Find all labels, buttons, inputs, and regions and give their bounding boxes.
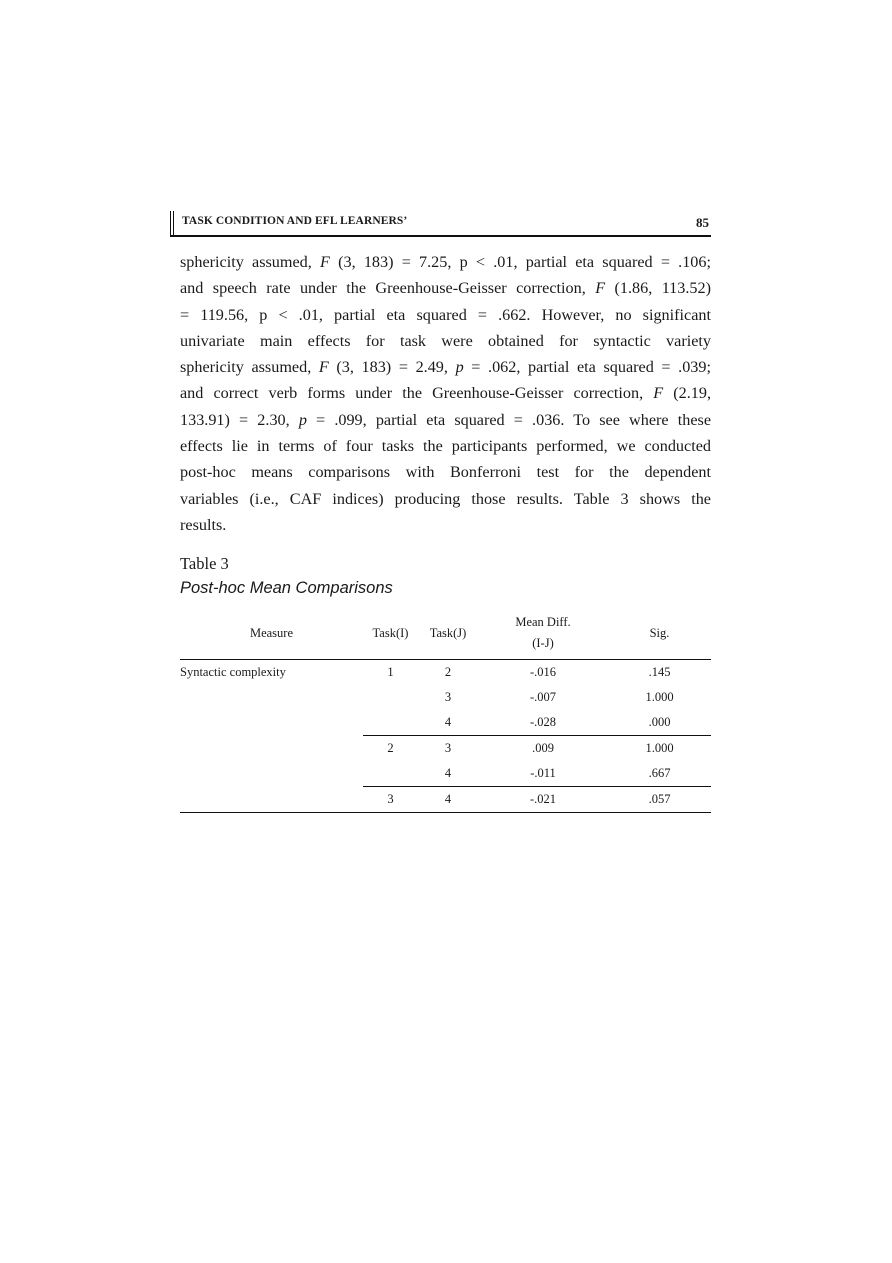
running-head-title: TASK CONDITION AND EFL LEARNERS’ [182,215,408,227]
cell-mean-diff: -.011 [530,766,556,780]
table-row [180,685,711,710]
header-task-i: Task(I) [372,625,409,640]
table-body [180,660,711,813]
cell-mean-diff: -.016 [529,665,557,679]
cell-task-j: 4 [444,766,452,780]
cell-mean-diff: -.007 [529,690,557,704]
running-head-rule [170,211,171,235]
cell-sig: .057 [608,787,711,813]
text-line: sphericity assumed, F (3, 183) = 2.49, p = .062, partial eta squared = .039; [180,358,711,377]
cell-task-i: 2 [363,736,418,762]
text-line: variables (i.e., CAF indices) producing those results. Table 3 shows the [180,489,711,508]
cell-task-j: 4 [444,715,452,729]
table-row [180,660,711,686]
text-line: results. [180,515,227,534]
cell-task-i: 1 [387,665,394,679]
cell-task-j: 4 [418,787,478,813]
header-mean-diff [478,607,608,660]
running-head [170,211,711,237]
text-line: univariate main effects for task were obtained for syntactic variety [180,331,711,350]
text-line: sphericity assumed, F (3, 183) = 7.25, p < .01, partial eta squared = .106; [180,253,711,271]
cell-measure: Syntactic complexity [180,665,286,679]
table-row [180,736,711,762]
paragraph [180,249,711,538]
header-mean-diff-line1: Mean Diff. [515,615,571,629]
table-header-row [180,607,711,660]
table-label: Table 3 [180,554,229,573]
cell-measure [180,685,363,710]
post-hoc-table [180,607,711,813]
table-row [180,710,711,736]
cell-task-i [363,685,418,710]
text-line: post-hoc means comparisons with Bonferroni test for the dependent [180,463,711,482]
running-head-rule [173,211,174,235]
cell-measure [180,736,363,762]
header-measure: Measure [249,625,294,640]
text-line: = 119.56, p < .01, partial eta squared = .662. However, no significant [180,305,711,324]
cell-mean-diff: .009 [478,736,608,762]
cell-sig: 1.000 [608,736,711,762]
table-row [180,787,711,813]
text-line: and correct verb forms under the Greenhouse-Geisser correction, F (2.19, [180,384,711,403]
table-row [180,761,711,787]
cell-measure [180,787,363,813]
cell-task-j: 2 [444,665,452,679]
header-sig: Sig. [649,625,670,640]
cell-measure [180,761,363,787]
cell-task-i: 3 [363,787,418,813]
cell-task-j: 3 [418,736,478,762]
cell-sig: 1.000 [645,690,674,704]
cell-task-j: 3 [444,690,452,704]
header-task-j: Task(J) [429,625,467,640]
cell-sig: .000 [648,715,671,729]
cell-sig: .145 [648,665,671,679]
cell-mean-diff: -.028 [529,715,557,729]
text-line: and speech rate under the Greenhouse-Geisser correction, F (1.86, 113.52) [180,279,711,298]
page-number: 85 [696,215,709,230]
text-line: effects lie in terms of four tasks the participants performed, we conducted [180,437,711,456]
cell-mean-diff: -.021 [478,787,608,813]
header-mean-diff-line2: (I-J) [532,636,554,650]
cell-task-i [363,710,418,736]
body-paragraph [180,249,711,538]
cell-sig: .667 [648,766,671,780]
cell-measure [180,710,363,736]
cell-task-i [363,761,418,787]
text-line: 133.91) = 2.30, p = .099, partial eta squared = .036. To see where these [180,410,712,429]
table-title: Post-hoc Mean Comparisons [180,579,393,597]
